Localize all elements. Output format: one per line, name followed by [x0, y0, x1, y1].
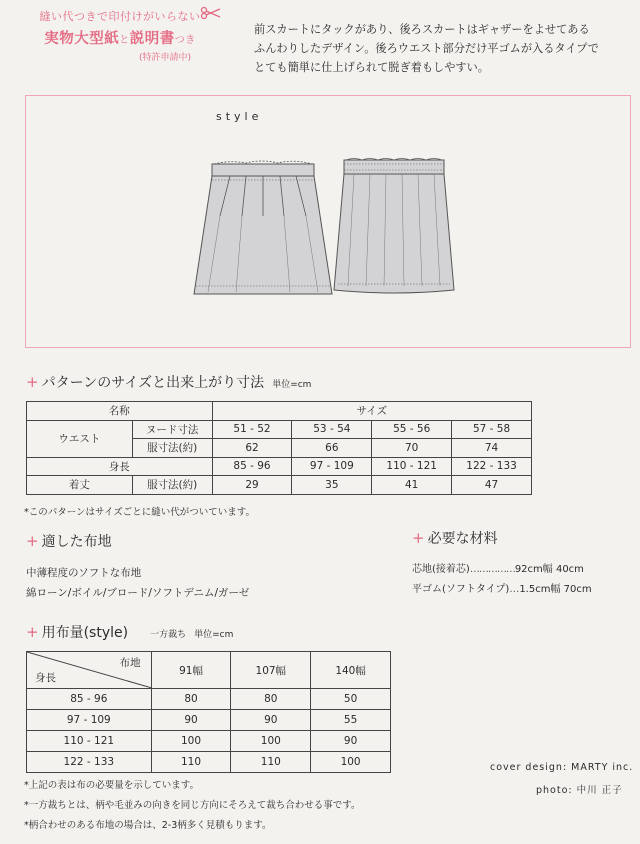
usage-notes — [24, 776, 361, 836]
material-value: 1.5cm幅 70cm — [519, 584, 592, 595]
table-cell: 110 - 121 — [372, 457, 452, 476]
description-line: 前スカートにタックがあり、後ろスカートはギャザーをよせてある — [254, 23, 590, 36]
promo-manual-text: 説明書 — [129, 31, 175, 47]
usage-unit: 単位=cm — [194, 630, 234, 640]
table-header: 140幅 — [311, 652, 391, 689]
row-label-nude: ヌード寸法 — [132, 420, 212, 439]
table-cell: 35 — [292, 476, 372, 495]
table-cell: 41 — [372, 476, 452, 495]
front-skirt-illustration — [190, 156, 335, 296]
size-note: *このパターンはサイズごとに縫い代がついています。 — [24, 507, 256, 518]
material-value: 92cm幅 40cm — [514, 564, 584, 575]
table-cell: 74 — [452, 439, 532, 458]
row-label-height: 身長 — [27, 457, 213, 476]
fabric-line-1: 中薄程度のソフトな布地 — [26, 567, 142, 579]
promo-pattern-text: 実物大型紙 — [44, 31, 120, 47]
table-cell: 122 - 133 — [452, 457, 532, 476]
table-cell: 90 — [311, 731, 391, 752]
table-cell: 29 — [212, 476, 292, 495]
row-label-garment: 服寸法(約) — [132, 476, 212, 495]
table-row — [27, 420, 532, 439]
fabric-heading-text: 適した布地 — [41, 534, 112, 550]
description-line: ふんわりしたデザイン。後ろウエスト部分だけ平ゴムが入るタイプで — [254, 42, 599, 55]
table-cell: 100 — [151, 731, 231, 752]
fabric-line-2: 綿ローン/ボイル/ブロード/ソフトデニム/ガーゼ — [26, 587, 250, 599]
table-header: 名称 — [27, 402, 213, 421]
table-cell: 110 — [151, 752, 231, 773]
table-cell: 85 - 96 — [27, 689, 152, 710]
plus-icon: + — [412, 529, 425, 547]
plus-icon: + — [26, 532, 39, 550]
promo-line-3: (特許申請中) — [138, 53, 192, 63]
fabric-section-heading — [26, 531, 112, 551]
row-label-length: 着丈 — [27, 476, 133, 495]
usage-note: *柄合わせのある布地の場合は、2-3柄多く見積もります。 — [24, 820, 272, 831]
table-cell: 70 — [372, 439, 452, 458]
table-cell: 51 - 52 — [212, 420, 292, 439]
materials-heading-text: 必要な材料 — [427, 531, 498, 547]
table-header: 91幅 — [151, 652, 231, 689]
table-row — [27, 731, 391, 752]
corner-cell — [27, 652, 152, 689]
usage-note: *一方裁ちとは、柄や毛並みの向きを同じ方向にそろえて裁ち合わせる事です。 — [24, 800, 361, 811]
material-name: 平ゴム(ソフトタイプ) — [412, 584, 510, 595]
table-cell: 97 - 109 — [27, 710, 152, 731]
row-label-waist: ウエスト — [27, 420, 133, 457]
table-cell: 50 — [311, 689, 391, 710]
style-label: style — [216, 110, 263, 123]
usage-note: *上記の表は布の必要量を示しています。 — [24, 780, 199, 791]
table-cell: 47 — [452, 476, 532, 495]
size-table — [26, 401, 532, 495]
plus-icon: + — [26, 373, 39, 391]
table-row — [27, 752, 391, 773]
leader-dots: …………… — [469, 564, 515, 575]
table-cell: 53 - 54 — [292, 420, 372, 439]
table-row — [27, 457, 532, 476]
size-unit: 単位=cm — [272, 380, 312, 390]
table-row — [27, 652, 391, 689]
table-cell: 90 — [151, 710, 231, 731]
table-header: 107幅 — [231, 652, 311, 689]
table-cell: 100 — [231, 731, 311, 752]
table-cell: 110 - 121 — [27, 731, 152, 752]
usage-section-heading — [26, 622, 233, 642]
scissors-icon — [200, 6, 222, 20]
corner-bottom: 身長 — [35, 672, 56, 684]
usage-sub: 一方裁ち — [150, 630, 187, 640]
materials-section-heading — [412, 528, 498, 548]
description-line: とても簡単に仕上げられて脱ぎ着もしやすい。 — [254, 61, 489, 74]
table-cell: 110 — [231, 752, 311, 773]
table-cell: 80 — [231, 689, 311, 710]
promo-line-2 — [20, 27, 220, 48]
material-item-2 — [412, 580, 622, 595]
table-cell: 100 — [311, 752, 391, 773]
table-cell: 55 - 56 — [372, 420, 452, 439]
material-item-1 — [412, 560, 612, 575]
table-row — [27, 689, 391, 710]
table-cell: 66 — [292, 439, 372, 458]
usage-heading-text: 用布量(style) — [41, 625, 129, 641]
promo-attached-text: つき — [174, 35, 196, 46]
back-skirt-illustration — [330, 156, 460, 296]
promo-block — [20, 8, 220, 63]
photo-credit: photo: 中川 正子 — [536, 785, 623, 796]
table-cell: 57 - 58 — [452, 420, 532, 439]
material-name: 芯地(接着芯) — [412, 564, 470, 575]
promo-and-text: と — [119, 35, 130, 46]
table-cell: 85 - 96 — [212, 457, 292, 476]
cover-design-credit: cover design: MARTY inc. — [490, 762, 634, 773]
size-section-heading — [26, 372, 311, 392]
table-cell: 97 - 109 — [292, 457, 372, 476]
leader-dots: … — [509, 584, 520, 595]
plus-icon: + — [26, 623, 39, 641]
table-cell: 55 — [311, 710, 391, 731]
table-header: サイズ — [212, 402, 531, 421]
table-cell: 80 — [151, 689, 231, 710]
corner-top: 布地 — [119, 657, 141, 669]
row-label-garment: 服寸法(約) — [132, 439, 212, 458]
usage-table — [26, 651, 391, 773]
description — [254, 20, 624, 77]
table-cell: 62 — [212, 439, 292, 458]
promo-line-1: 縫い代つきで印付けがいらない — [39, 10, 201, 23]
table-cell: 122 - 133 — [27, 752, 152, 773]
table-cell: 90 — [231, 710, 311, 731]
size-heading-text: パターンのサイズと出来上がり寸法 — [41, 375, 265, 391]
table-row — [27, 476, 532, 495]
table-row — [27, 402, 532, 421]
table-row — [27, 710, 391, 731]
